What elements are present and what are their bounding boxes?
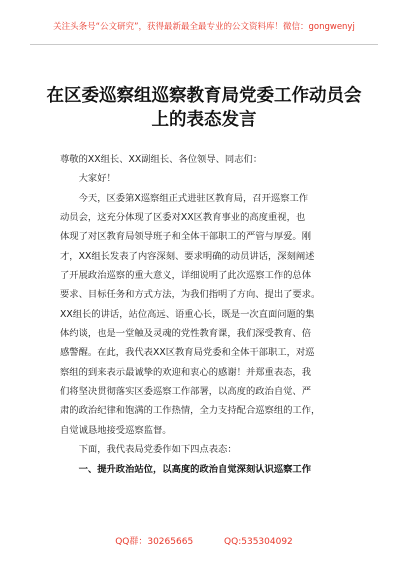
body-line: 自觉诚恳地接受巡察监督。 [60, 424, 172, 436]
footer-qq-number: QQ:535304092 [224, 537, 293, 547]
body-line: 们将坚决贯彻落实区委巡察工作部署，以高度的政治自觉、严 [60, 386, 312, 398]
body-line: 大家好！ [60, 173, 116, 185]
body-line: 要求、目标任务和方式方法，为我们指明了方向、提出了要求。 [60, 289, 321, 301]
body-line: 今天，区委第X巡察组正式进驻区教育局，召开巡察工作 [60, 192, 309, 204]
body-line: 察组的到来表示最诚挚的欢迎和衷心的感谢！并郑重表态，我 [60, 366, 312, 378]
document-body [60, 150, 350, 479]
body-line: 下面，我代表局党委作如下四点表态： [60, 444, 237, 456]
header-divider [30, 44, 378, 45]
header-notice: 关注头条号“公文研究”，获得最新最全最专业的公文资料库！微信：gongwenyj [53, 22, 355, 32]
body-line: XX组长的讲话，站位高远、语重心长，既是一次直面问题的集 [60, 308, 315, 320]
body-line: 肃的政治纪律和饱满的工作热情，全力支持配合巡察组的工作， [60, 405, 321, 417]
body-line: 尊敬的XX组长、XX副组长、各位领导、同志们： [60, 154, 263, 165]
body-line: 感警醒。在此，我代表XX区教育局党委和全体干部职工，对巡 [60, 347, 315, 359]
title-line-2: 上的表态发言 [151, 110, 257, 130]
body-line: 动员会，这充分体现了区委对XX区教育事业的高度重视，也 [60, 212, 306, 224]
body-line: 才，XX组长发表了内容深刻、要求明确的动员讲话，深刻阐述 [60, 250, 315, 262]
body-line: 体现了对区教育局领导班子和全体干部职工的严管与厚爱。刚 [60, 231, 312, 243]
footer-contacts [0, 534, 408, 547]
section-heading: 一、提升政治站位，以高度的政治自觉深刻认识巡察工作 [60, 463, 312, 475]
title-line-1: 在区委巡察组巡察教育局党委工作动员会 [46, 86, 362, 106]
footer-qq-group: QQ群：30265665 [115, 537, 194, 547]
body-line: 体约谈，也是一堂触及灵魂的党性教育课，我们深受教育、倍 [60, 328, 312, 340]
body-line: 了开展政治巡察的重大意义，详细说明了此次巡察工作的总体 [60, 270, 312, 282]
document-title [40, 84, 368, 132]
